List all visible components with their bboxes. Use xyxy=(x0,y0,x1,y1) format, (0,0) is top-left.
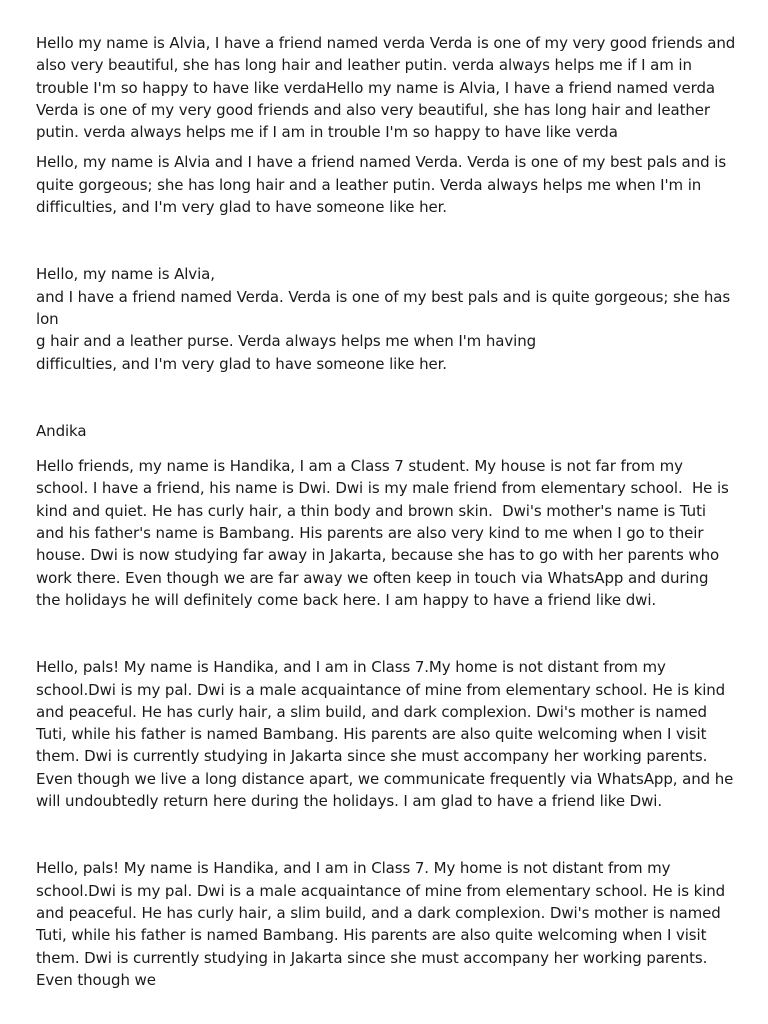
paragraph-1: Hello my name is Alvia, I have a friend named verda Verda is one of my very good friends and also very beautiful, she has long hair and leather putin. verda always helps me if I am in trouble I'm so happy to have like verdaHello my name is Alvia, I have a friend named verda Verda is one of my very good friends and also very beautiful, she has long hair and leather putin. verda always helps me if I am in trouble I'm so happy to have like verda xyxy=(36,34,740,142)
document-page xyxy=(36,32,740,991)
paragraph-3: Hello, my name is Alvia, and I have a friend named Verda. Verda is one of my best pals and is quite gorgeous; she has lon g hair and a leather purse. Verda always helps me when I'm having difficulties, and I'm very glad to have someone like her. xyxy=(36,265,731,373)
paragraph-5: Hello, pals! My name is Handika, and I am in Class 7.My home is not distant from my school.Dwi is my pal. Dwi is a male acquaintance of mine from elementary school. He is kind and peaceful. He has curly hair, a slim build, and dark complexion. Dwi's mother is named Tuti, while his father is named Bambang. His parents are also quite welcoming when I visit them. Dwi is currently studying in Jakarta since she must accompany her working parents. Even though we live a long distance apart, we communicate frequently via WhatsApp, and he will undoubtedly return here during the holidays. I am glad to have a friend like Dwi. xyxy=(36,658,738,811)
paragraph-6: Hello, pals! My name is Handika, and I am in Class 7. My home is not distant from my school.Dwi is my pal. Dwi is a male acquaintance of mine from elementary school. He is kind and peaceful. He has curly hair, a slim build, and a dark complexion. Dwi's mother is named Tuti, while his father is named Bambang. His parents are also quite welcoming when I visit them. Dwi is currently studying in Jakarta since she must accompany her working parents. Even though we xyxy=(36,859,730,989)
paragraph-heading-andika: Andika xyxy=(36,421,87,440)
paragraph-2: Hello, my name is Alvia and I have a friend named Verda. Verda is one of my best pals and is quite gorgeous; she has long hair and a leather putin. Verda always helps me when I'm in difficulties, and I'm very glad to have someone like her. xyxy=(36,153,731,217)
paragraph-4: Hello friends, my name is Handika, I am a Class 7 student. My house is not far from my school. I have a friend, his name is Dwi. Dwi is my male friend from elementary school. He is kind and quiet. He has curly hair, a thin body and brown skin. Dwi's mother's name is Tuti and his father's name is Bambang. His parents are also very kind to me when I go to their house. Dwi is now studying far away in Jakarta, because she has to go with her parents who work there. Even though we are far away we often keep in touch via WhatsApp and during the holidays he will definitely come back here. I am happy to have a friend like dwi. xyxy=(36,457,734,609)
